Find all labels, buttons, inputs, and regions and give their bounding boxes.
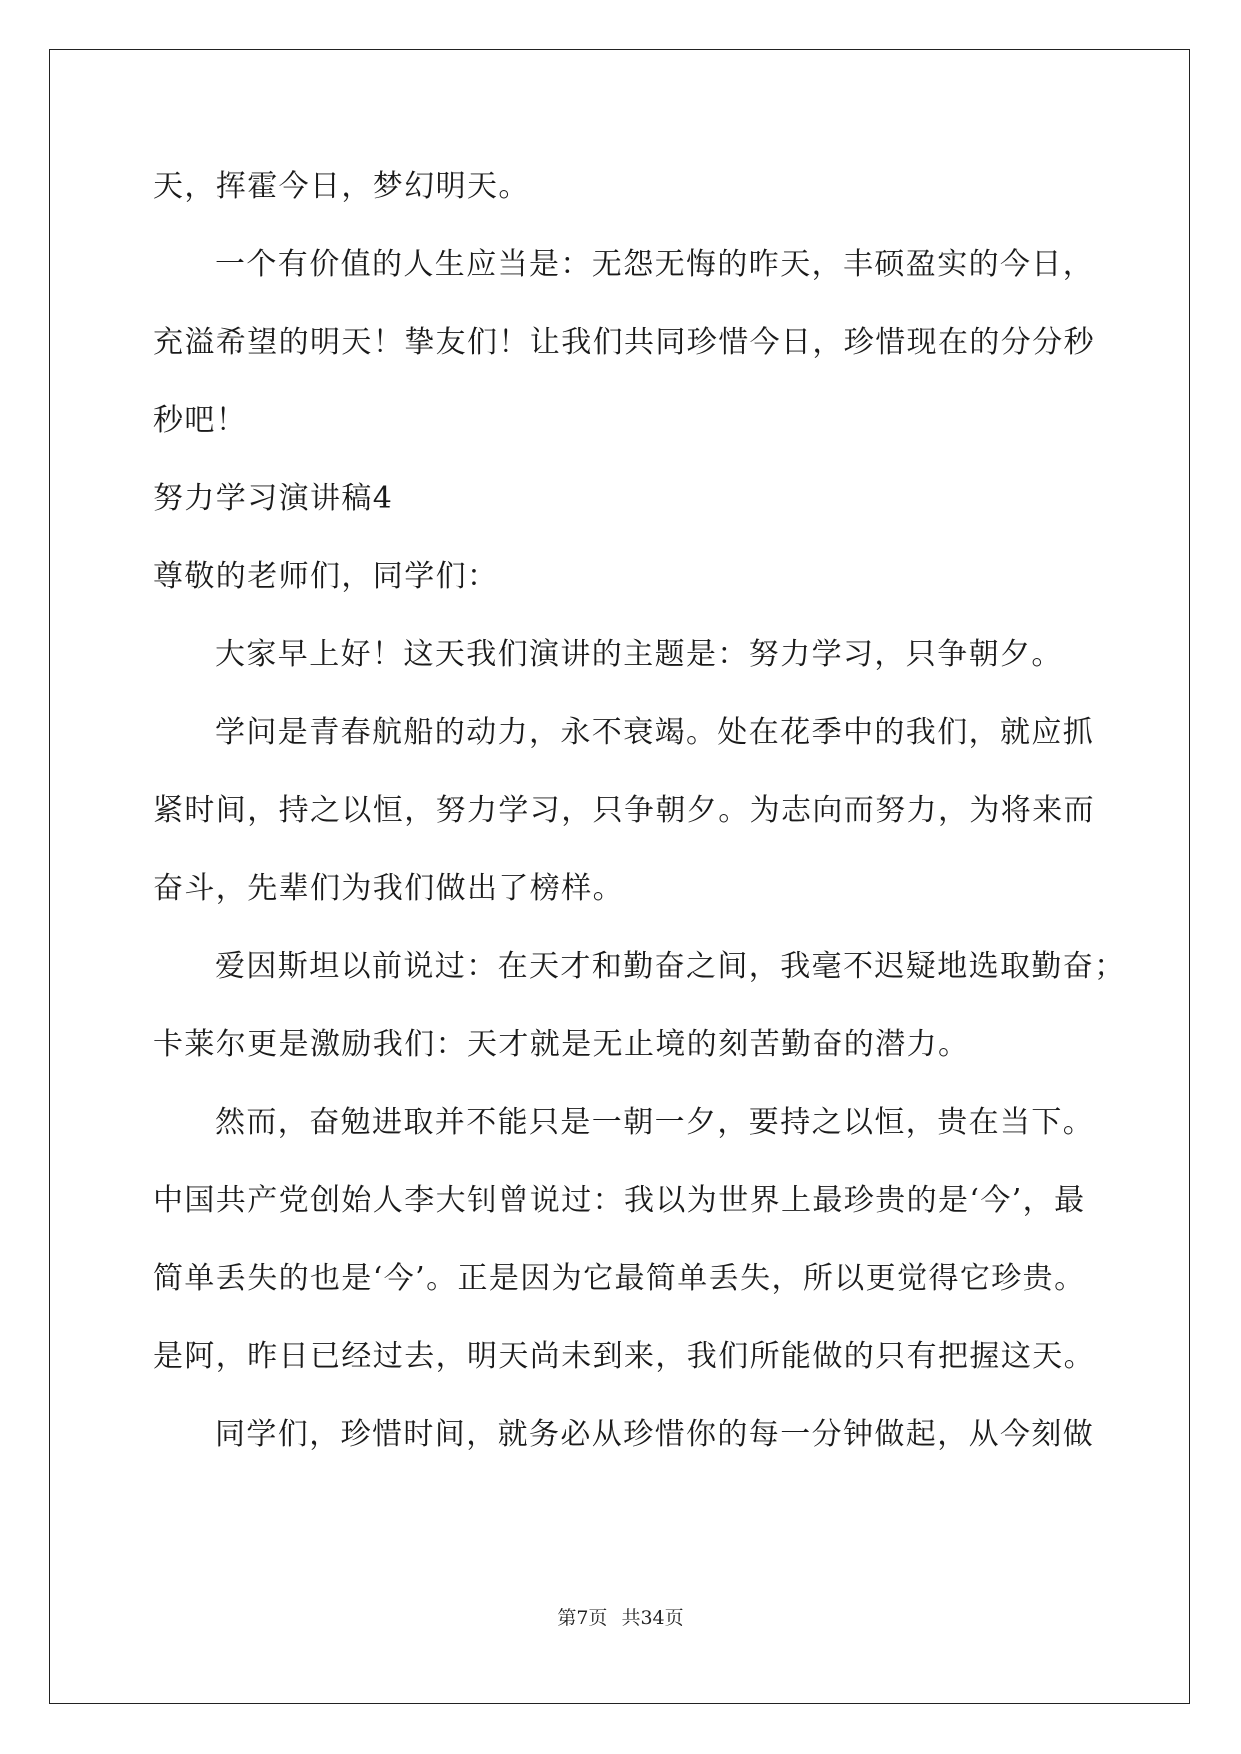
text-line: 一个有价值的人生应当是：无怨无悔的昨天，丰硕盈实的今日， <box>215 247 1095 282</box>
total-pages-label: 共34页 <box>621 1607 684 1629</box>
text-line: 然而，奋勉进取并不能只是一朝一夕，要持之以恒，贵在当下。 <box>215 1105 1095 1140</box>
section-heading: 努力学习演讲稿4 <box>153 481 394 516</box>
text-line: 天，挥霍今日，梦幻明天。 <box>153 169 530 204</box>
text-line: 秒吧！ <box>153 403 248 438</box>
text-line: 奋斗，先辈们为我们做出了榜样。 <box>153 871 624 906</box>
document-body <box>153 148 1126 1474</box>
text-line: 卡莱尔更是激励我们：天才就是无止境的刻苦勤奋的潜力。 <box>153 1027 970 1062</box>
salutation: 尊敬的老师们，同学们： <box>153 559 499 594</box>
page-footer <box>0 1603 1241 1630</box>
text-line: 充溢希望的明天！挚友们！让我们共同珍惜今日，珍惜现在的分分秒 <box>153 325 1095 360</box>
current-page-label: 第7页 <box>557 1607 608 1629</box>
text-line: 学问是青春航船的动力，永不衰竭。处在花季中的我们，就应抓 <box>215 715 1095 750</box>
text-line: 大家早上好！这天我们演讲的主题是：努力学习，只争朝夕。 <box>215 637 1063 672</box>
text-line: 简单丢失的也是‘今’。正是因为它最简单丢失，所以更觉得它珍贵。 <box>153 1261 1086 1296</box>
text-line: 爱因斯坦以前说过：在天才和勤奋之间，我毫不迟疑地选取勤奋； <box>215 949 1126 984</box>
text-line: 同学们，珍惜时间，就务必从珍惜你的每一分钟做起，从今刻做 <box>215 1417 1095 1452</box>
text-line: 紧时间，持之以恒，努力学习，只争朝夕。为志向而努力，为将来而 <box>153 793 1095 828</box>
text-line: 中国共产党创始人李大钊曾说过：我以为世界上最珍贵的是‘今’，最 <box>153 1183 1086 1218</box>
text-line: 是阿，昨日已经过去，明天尚未到来，我们所能做的只有把握这天。 <box>153 1339 1095 1374</box>
